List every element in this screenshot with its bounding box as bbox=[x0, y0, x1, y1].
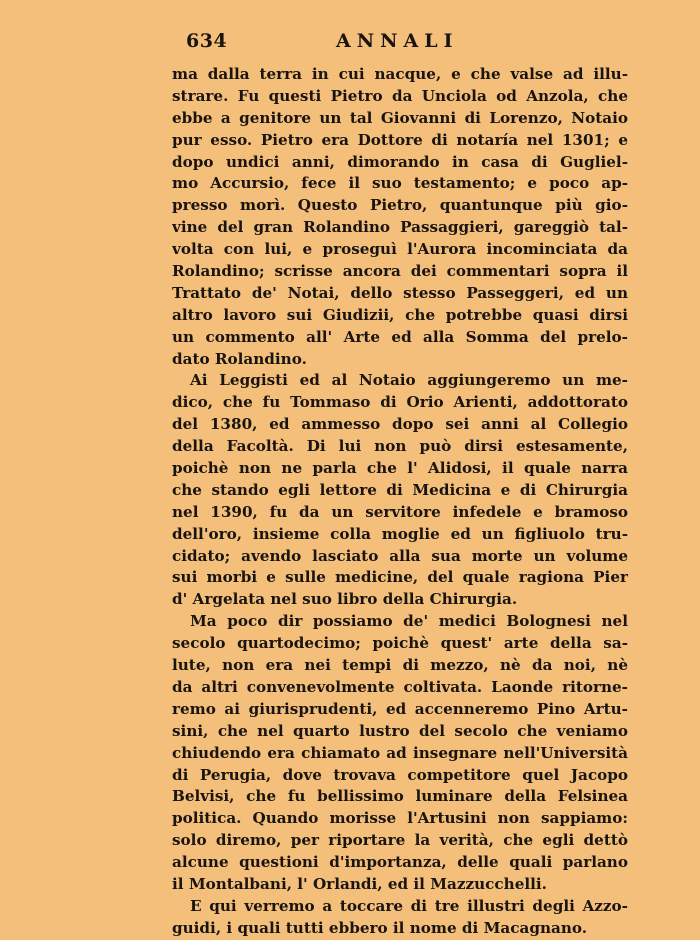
text-line: pur esso. Pietro era Dottore di notaría nel 1301; e bbox=[172, 130, 628, 149]
text-line: remo ai giurisprudenti, ed accenneremo Pino Artu- bbox=[172, 699, 628, 718]
page-header bbox=[172, 26, 632, 56]
text-line: della Facoltà. Di lui non può dirsi estesamente, bbox=[172, 437, 628, 456]
text-line: Belvisi, che fu bellissimo luminare della Felsinea bbox=[172, 787, 628, 806]
text-line: d' Argelata nel suo libro della Chirurgia. bbox=[172, 590, 518, 609]
text-line: secolo quartodecimo; poichè quest' arte della sa- bbox=[172, 634, 628, 653]
text-line: di Perugia, dove trovava competitore quel Jacopo bbox=[172, 765, 628, 784]
body-text bbox=[172, 64, 628, 940]
text-line: vine del gran Rolandino Passaggieri, gareggiò tal- bbox=[172, 218, 628, 237]
text-line: il Montalbani, l' Orlandi, ed il Mazzucchelli. bbox=[172, 874, 547, 893]
text-line: Ma poco dir possiamo de' medici Bolognesi nel bbox=[190, 612, 628, 631]
text-line: ebbe a genitore un tal Giovanni di Lorenzo, Notaio bbox=[172, 108, 628, 127]
text-line: dico, che fu Tommaso di Orio Arienti, addottorato bbox=[172, 393, 628, 412]
text-line: cidato; avendo lasciato alla sua morte un volume bbox=[172, 546, 628, 565]
running-title: ANNALI bbox=[336, 30, 459, 52]
text-line: sui morbi e sulle medicine, del quale ragiona Pier bbox=[172, 568, 628, 587]
text-line: mo Accursio, fece il suo testamento; e poco ap- bbox=[172, 174, 628, 193]
text-line: chiudendo era chiamato ad insegnare nell'Università bbox=[172, 743, 628, 762]
text-line: altro lavoro sui Giudizii, che potrebbe quasi dirsi bbox=[172, 305, 628, 324]
text-line: alcune questioni d'importanza, delle quali parlano bbox=[172, 853, 628, 872]
text-line: dopo undici anni, dimorando in casa di Gugliel- bbox=[172, 152, 628, 171]
text-line: che stando egli lettore di Medicina e di Chirurgia bbox=[172, 480, 628, 499]
text-line: E qui verremo a toccare di tre illustri degli Azzo- bbox=[190, 896, 628, 915]
text-line: lute, non era nei tempi di mezzo, nè da noi, nè bbox=[172, 656, 628, 675]
text-line: un commento all' Arte ed alla Somma del prelo- bbox=[172, 327, 628, 346]
text-line: poichè non ne parla che l' Alidosi, il quale narra bbox=[172, 459, 628, 478]
text-line: dato Rolandino. bbox=[172, 349, 307, 368]
text-line: politica. Quando morisse l'Artusini non sappiamo: bbox=[172, 809, 628, 828]
text-line: da altri convenevolmente coltivata. Laonde ritorne- bbox=[172, 677, 628, 696]
text-line: del 1380, ed ammesso dopo sei anni al Collegio bbox=[172, 415, 628, 434]
text-line: Rolandino; scrisse ancora dei commentari sopra il bbox=[172, 262, 628, 281]
text-line: nel 1390, fu da un servitore infedele e bramoso bbox=[172, 502, 628, 521]
text-line: ma dalla terra in cui nacque, e che valse ad illu- bbox=[172, 65, 628, 83]
text-line: Ai Leggisti ed al Notaio aggiungeremo un me- bbox=[190, 371, 628, 390]
text-line: guidi, i quali tutti ebbero il nome di Macagnano. bbox=[172, 918, 588, 937]
text-line: Trattato de' Notai, dello stesso Passeggeri, ed un bbox=[172, 283, 628, 302]
text-line: volta con lui, e proseguì l'Aurora incominciata da bbox=[172, 240, 628, 259]
text-line: dell'oro, insieme colla moglie ed un figliuolo tru- bbox=[172, 524, 628, 543]
page-number: 634 bbox=[186, 30, 228, 52]
text-line: sini, che nel quarto lustro del secolo che veniamo bbox=[172, 721, 628, 740]
text-line: solo diremo, per riportare la verità, che egli dettò bbox=[172, 831, 628, 850]
text-line: strare. Fu questi Pietro da Unciola od Anzola, che bbox=[172, 86, 628, 105]
text-line: presso morì. Questo Pietro, quantunque più gio- bbox=[172, 196, 628, 215]
